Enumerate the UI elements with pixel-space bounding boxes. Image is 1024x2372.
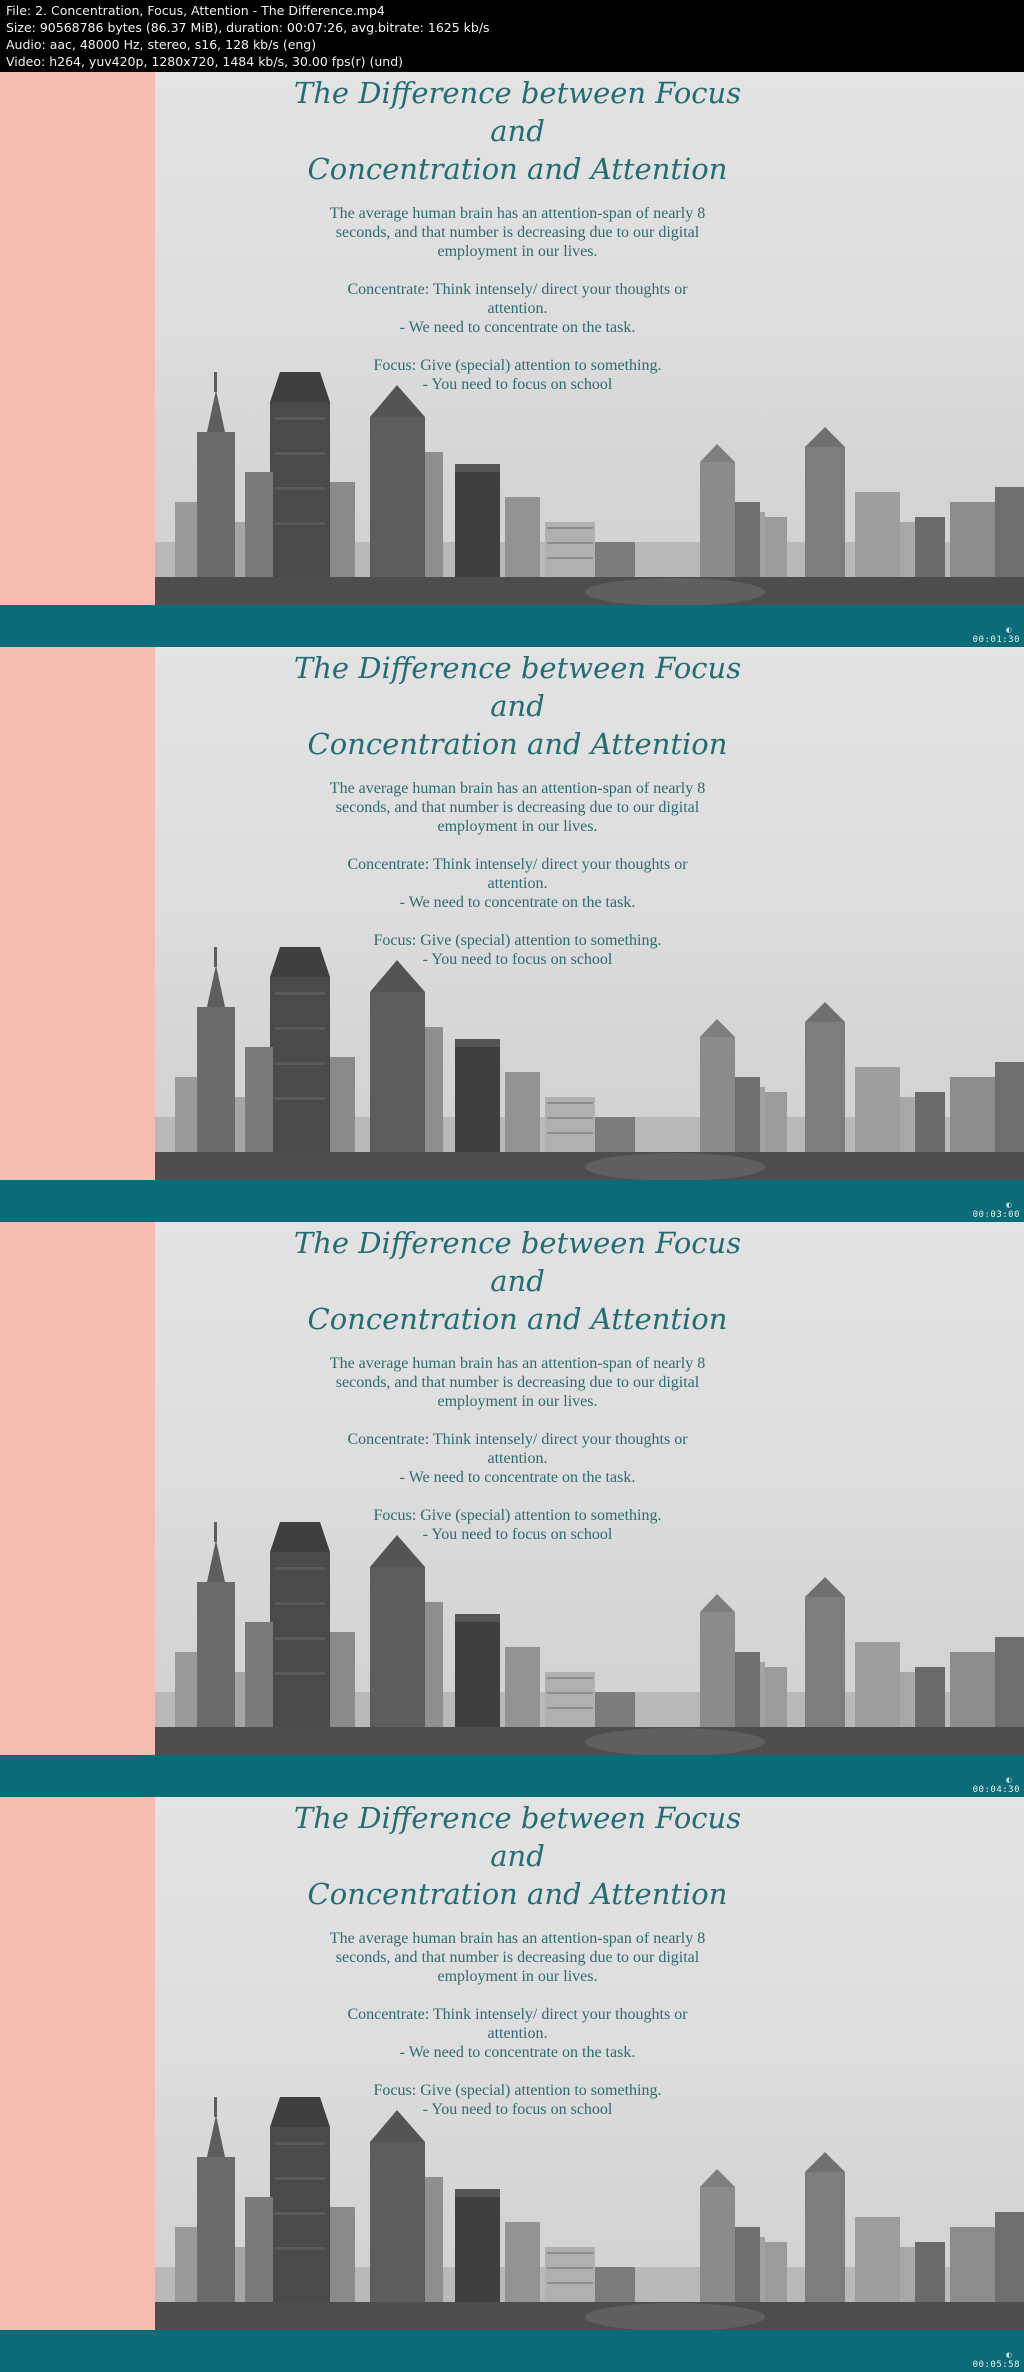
attention-span-paragraph: The average human brain has an attention-span of nearly 8 seconds, and that number is decreasing due to our digital employment in our lives. — [329, 1930, 706, 1985]
slide-title: The Difference between Focus and Concentration and Attention — [293, 76, 742, 186]
file-info-header — [0, 0, 1024, 72]
frame-timestamp: 00:05:58 — [972, 2360, 1020, 2370]
audio-info-line: Audio: aac, 48000 Hz, stereo, s16, 128 kb/s (eng) — [6, 37, 317, 52]
frame-timestamp: 00:04:30 — [972, 1785, 1020, 1795]
video-frame — [0, 1222, 1024, 1797]
pink-side-bar — [0, 72, 155, 605]
pink-side-bar — [0, 647, 155, 1180]
slide-body — [270, 1929, 765, 2119]
thumbnail-grid — [0, 72, 1024, 2372]
focus-paragraph: Focus: Give (special) attention to something. - You need to focus on school — [373, 357, 662, 393]
concentrate-paragraph: Concentrate: Think intensely/ direct your thoughts or attention. - We need to concentrate on the task. — [347, 1431, 688, 1486]
watermark-icon: ◐ — [1005, 2351, 1012, 2359]
teal-bottom-bar — [0, 1755, 1024, 1797]
frame-timestamp: 00:03:00 — [972, 1210, 1020, 1220]
slide-content — [270, 647, 765, 988]
slide-body — [270, 204, 765, 394]
video-frame — [0, 72, 1024, 647]
focus-paragraph: Focus: Give (special) attention to something. - You need to focus on school — [373, 1507, 662, 1543]
slide-title: The Difference between Focus and Concentration and Attention — [293, 1801, 742, 1911]
slide-title: The Difference between Focus and Concentration and Attention — [293, 1226, 742, 1336]
slide-body — [270, 779, 765, 969]
teal-bottom-bar — [0, 1180, 1024, 1222]
attention-span-paragraph: The average human brain has an attention-span of nearly 8 seconds, and that number is decreasing due to our digital employment in our lives. — [329, 205, 706, 260]
frame-timestamp: 00:01:30 — [972, 635, 1020, 645]
slide-content — [270, 72, 765, 413]
concentrate-paragraph: Concentrate: Think intensely/ direct your thoughts or attention. - We need to concentrate on the task. — [347, 2006, 688, 2061]
watermark-icon: ◐ — [1005, 1201, 1012, 1209]
file-info-line: File: 2. Concentration, Focus, Attention - The Difference.mp4 — [6, 3, 385, 18]
attention-span-paragraph: The average human brain has an attention-span of nearly 8 seconds, and that number is decreasing due to our digital employment in our lives. — [329, 780, 706, 835]
video-frame — [0, 1797, 1024, 2372]
concentrate-paragraph: Concentrate: Think intensely/ direct your thoughts or attention. - We need to concentrate on the task. — [347, 281, 688, 336]
pink-side-bar — [0, 1797, 155, 2330]
focus-paragraph: Focus: Give (special) attention to something. - You need to focus on school — [373, 932, 662, 968]
concentrate-paragraph: Concentrate: Think intensely/ direct your thoughts or attention. - We need to concentrate on the task. — [347, 856, 688, 911]
video-info-line: Video: h264, yuv420p, 1280x720, 1484 kb/s, 30.00 fps(r) (und) — [6, 54, 404, 69]
slide-content — [270, 1797, 765, 2138]
pink-side-bar — [0, 1222, 155, 1755]
size-info-line: Size: 90568786 bytes (86.37 MiB), duration: 00:07:26, avg.bitrate: 1625 kb/s — [6, 20, 490, 35]
teal-bottom-bar — [0, 2330, 1024, 2372]
video-frame — [0, 647, 1024, 1222]
attention-span-paragraph: The average human brain has an attention-span of nearly 8 seconds, and that number is decreasing due to our digital employment in our lives. — [329, 1355, 706, 1410]
slide-content — [270, 1222, 765, 1563]
focus-paragraph: Focus: Give (special) attention to something. - You need to focus on school — [373, 2082, 662, 2118]
teal-bottom-bar — [0, 605, 1024, 647]
slide-title: The Difference between Focus and Concentration and Attention — [293, 651, 742, 761]
watermark-icon: ◐ — [1005, 1776, 1012, 1784]
slide-body — [270, 1354, 765, 1544]
watermark-icon: ◐ — [1005, 626, 1012, 634]
